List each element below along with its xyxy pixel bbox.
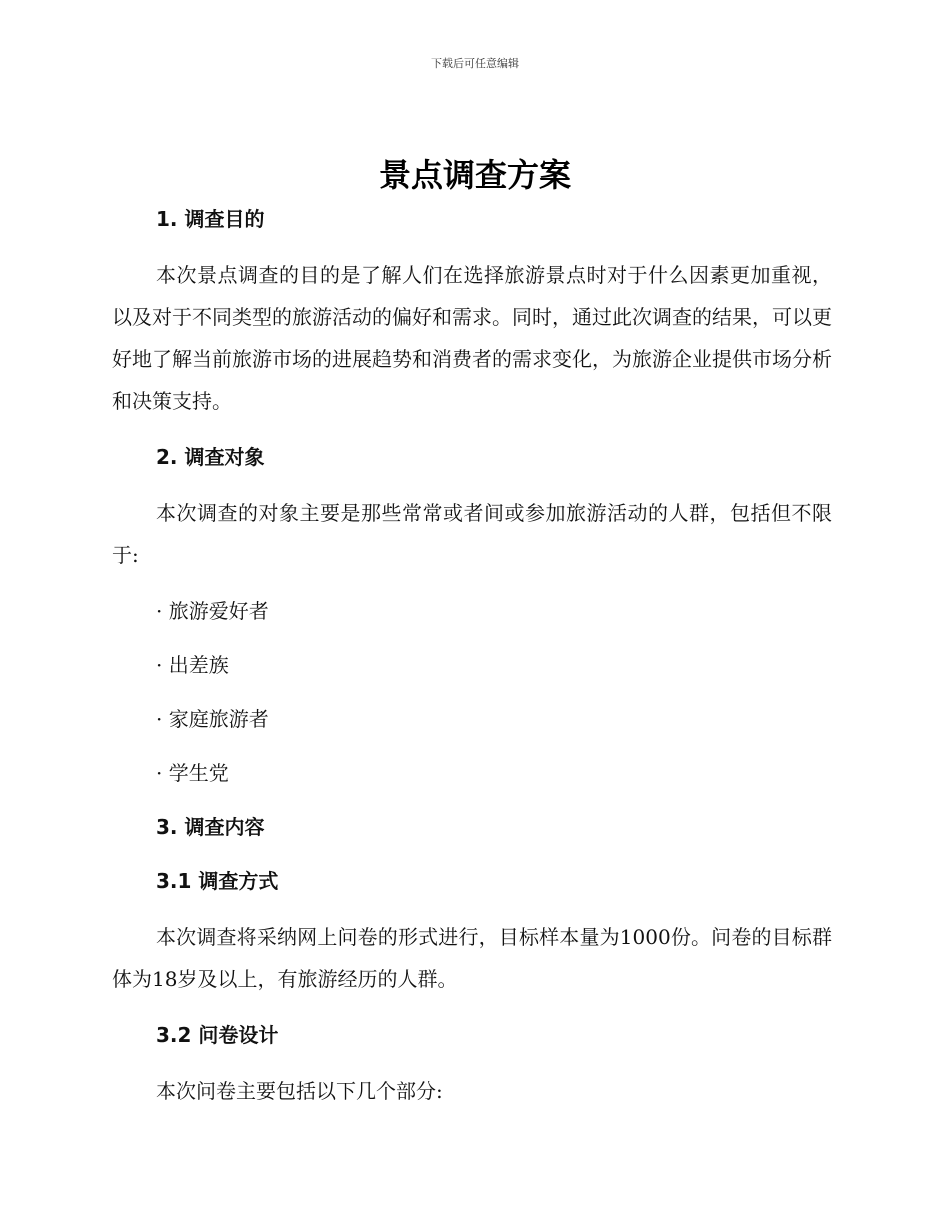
section-paragraph-target: 本次调查的对象主要是那些常常或者间或参加旅游活动的人群，包括但不限于: xyxy=(112,501,832,567)
section-heading-questionnaire: 3.2 问卷设计 xyxy=(156,1023,279,1047)
section-heading-content: 3. 调查内容 xyxy=(156,815,265,839)
document-body xyxy=(112,200,832,1112)
list-item: · 出差族 xyxy=(156,653,229,677)
document-title: 景点调查方案 xyxy=(378,156,571,194)
section-paragraph-questionnaire: 本次问卷主要包括以下几个部分: xyxy=(156,1079,443,1103)
section-heading-method: 3.1 调查方式 xyxy=(156,869,279,893)
list-item: · 旅游爱好者 xyxy=(156,599,269,623)
list-item: · 学生党 xyxy=(156,761,229,785)
header-note: 下载后可任意编辑 xyxy=(431,57,519,70)
section-paragraph-purpose: 本次景点调查的目的是了解人们在选择旅游景点时对于什么因素更加重视，以及对于不同类型的旅游活动的偏好和需求。同时，通过此次调查的结果，可以更好地了解当前旅游市场的进展趋势和消费者的需求变化，为旅游企业提供市场分析和决策支持。 xyxy=(112,263,832,413)
list-item: · 家庭旅游者 xyxy=(156,707,269,731)
section-heading-target: 2. 调查对象 xyxy=(156,445,265,469)
section-paragraph-method: 本次调查将采纳网上问卷的形式进行，目标样本量为1000份。问卷的目标群体为18岁及以上，有旅游经历的人群。 xyxy=(112,925,832,991)
section-heading-purpose: 1. 调查目的 xyxy=(156,207,265,231)
